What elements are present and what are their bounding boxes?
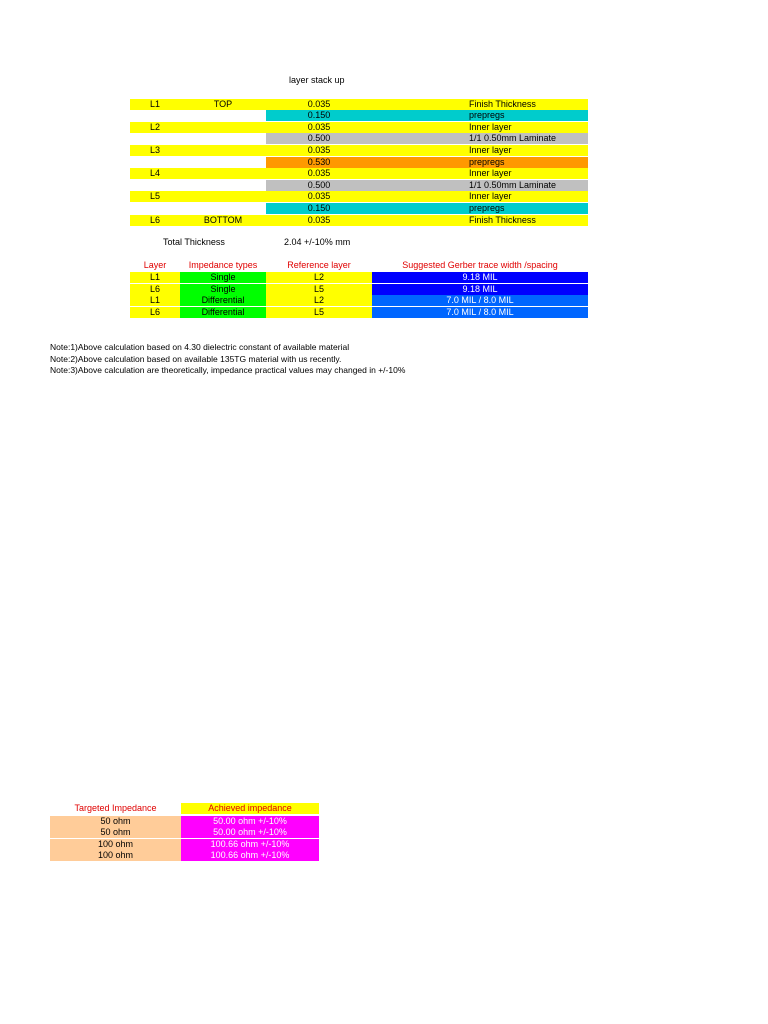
stackup-desc-text: 1/1 0.50mm Laminate [469, 133, 557, 144]
stackup-desc-cell [372, 133, 588, 144]
stackup-desc-text: prepregs [469, 110, 505, 121]
impedance-layer-cell: L6 [130, 284, 180, 295]
stackup-desc-text: Inner layer [469, 168, 512, 179]
notes [50, 342, 405, 377]
stackup-desc-cell [372, 110, 588, 121]
stackup-thickness-cell: 0.530 [266, 157, 372, 168]
stackup-side-cell [180, 191, 266, 202]
targets-achieved-cell: 100.66 ohm +/-10% [181, 850, 319, 861]
stackup-layer-cell: L3 [130, 145, 180, 156]
note-3: Note:3)Above calculation are theoretically, impedance practical values may changed in +/-10% [50, 365, 406, 375]
targets-target-cell: 100 ohm [50, 850, 181, 861]
stackup-desc-cell [372, 215, 588, 226]
stackup-thickness-cell: 0.035 [266, 168, 372, 179]
stackup-side-cell [180, 145, 266, 156]
stackup-side-cell: TOP [180, 99, 266, 110]
stackup-thickness-cell: 0.035 [266, 215, 372, 226]
targets-target-cell: 50 ohm [50, 816, 181, 827]
stackup-desc-cell [372, 99, 588, 110]
stackup-side-cell [180, 180, 266, 191]
impedance-width-cell: 9.18 MIL [372, 284, 588, 295]
stackup-thickness-cell: 0.500 [266, 180, 372, 191]
targets-target-cell: 50 ohm [50, 827, 181, 838]
total-thickness-value: 2.04 +/-10% mm [284, 237, 351, 247]
stackup-desc-cell [372, 180, 588, 191]
stackup-desc-text: 1/1 0.50mm Laminate [469, 179, 557, 190]
stackup-side-cell [180, 203, 266, 214]
stackup-desc-text: prepregs [469, 202, 505, 213]
stackup-thickness-cell: 0.150 [266, 110, 372, 121]
stackup-desc-cell [372, 157, 588, 168]
impedance-type-cell: Differential [180, 307, 266, 318]
stackup-desc-text: Inner layer [469, 144, 512, 155]
stackup-layer-cell: L6 [130, 215, 180, 226]
note-2: Note:2)Above calculation based on available 135TG material with us recently. [50, 353, 342, 364]
stackup-side-cell [180, 133, 266, 144]
stackup-layer-cell: L1 [130, 99, 180, 110]
stackup-thickness-cell: 0.035 [266, 122, 372, 133]
stackup-layer-cell: L5 [130, 191, 180, 202]
stackup-desc-cell [372, 122, 588, 133]
impedance-layer-cell: L6 [130, 307, 180, 318]
stackup-thickness-cell: 0.035 [266, 99, 372, 110]
impedance-ref-cell: L5 [266, 284, 372, 295]
impedance-width-cell: 9.18 MIL [372, 272, 588, 283]
stackup-layer-cell [130, 203, 180, 214]
impedance-width-cell: 7.0 MIL / 8.0 MIL [372, 295, 588, 306]
note-1: Note:1)Above calculation based on 4.30 dielectric constant of available material [50, 342, 350, 352]
stackup-layer-cell [130, 180, 180, 191]
stackup-desc-text: prepregs [469, 156, 505, 167]
stackup-desc-text: Finish Thickness [469, 214, 536, 225]
impedance-width-cell: 7.0 MIL / 8.0 MIL [372, 307, 588, 318]
stackup-layer-cell [130, 110, 180, 121]
targets-header-targeted: Targeted Impedance [74, 803, 157, 813]
stackup-thickness-cell: 0.500 [266, 133, 372, 144]
stackup-layer-cell: L2 [130, 122, 180, 133]
stackup-side-cell: BOTTOM [180, 215, 266, 226]
targets-achieved-cell: 50.00 ohm +/-10% [181, 827, 319, 838]
stackup-thickness-cell: 0.035 [266, 145, 372, 156]
impedance-type-cell: Differential [180, 295, 266, 306]
stackup-side-cell [180, 168, 266, 179]
targets-achieved-cell: 50.00 ohm +/-10% [181, 816, 319, 827]
stackup-side-cell [180, 157, 266, 168]
impedance-header: Reference layer [287, 260, 351, 270]
stackup-layer-cell [130, 157, 180, 168]
impedance-header: Layer [143, 260, 167, 270]
targets-achieved-cell: 100.66 ohm +/-10% [181, 839, 319, 850]
impedance-type-cell: Single [180, 272, 266, 283]
stackup-title: layer stack up [289, 75, 345, 85]
stackup-desc-cell [372, 203, 588, 214]
stackup-desc-text: Inner layer [469, 191, 512, 202]
stackup-desc-cell [372, 168, 588, 179]
stackup-layer-cell [130, 133, 180, 144]
total-thickness-label: Total Thickness [163, 237, 225, 247]
stackup-desc-text: Finish Thickness [469, 98, 536, 109]
stackup-side-cell [180, 110, 266, 121]
stackup-side-cell [180, 122, 266, 133]
targets-target-cell: 100 ohm [50, 839, 181, 850]
stackup-desc-text: Inner layer [469, 121, 512, 132]
targets-header-achieved: Achieved impedance [181, 803, 319, 814]
stackup-desc-cell [372, 145, 588, 156]
stackup-desc-cell [372, 191, 588, 202]
stackup-thickness-cell: 0.150 [266, 203, 372, 214]
impedance-type-cell: Single [180, 284, 266, 295]
impedance-ref-cell: L2 [266, 295, 372, 306]
impedance-layer-cell: L1 [130, 272, 180, 283]
stackup-layer-cell: L4 [130, 168, 180, 179]
impedance-header: Impedance types [188, 260, 258, 270]
impedance-layer-cell: L1 [130, 295, 180, 306]
impedance-ref-cell: L2 [266, 272, 372, 283]
impedance-header: Suggested Gerber trace width /spacing [402, 260, 558, 270]
impedance-ref-cell: L5 [266, 307, 372, 318]
stackup-thickness-cell: 0.035 [266, 191, 372, 202]
